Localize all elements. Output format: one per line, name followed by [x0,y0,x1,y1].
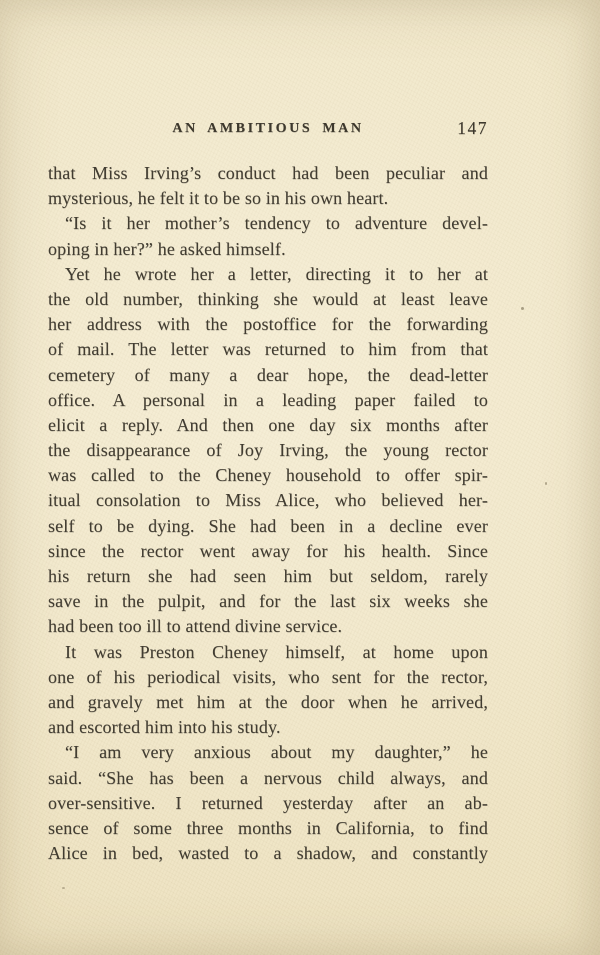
text-line: since the rector went away for his health. Since [48,540,488,561]
text-line: save in the pulpit, and for the last six weeks she [48,591,488,612]
running-title: AN AMBITIOUS MAN [172,121,364,136]
paper-speck [545,482,547,485]
text-line: of mail. The letter was returned to him from that [48,339,488,360]
text-line: one of his periodical visits, who sent for the rector, [48,666,488,687]
text-line: the old number, thinking she would at least leave [48,288,488,309]
text-line: the disappearance of Joy Irving, the young rector [48,440,488,461]
text-line: that Miss Irving’s conduct had been peculiar and [48,163,488,183]
text-line: was called to the Cheney household to offer spir- [48,465,488,486]
page-header [48,118,488,143]
text-line: It was Preston Cheney himself, at home upon [65,641,488,662]
text-line: over-sensitive. I returned yesterday after an ab- [48,792,488,813]
text-line: said. “She has been a nervous child always, and [48,767,488,788]
text-line: office. A personal in a leading paper failed to [48,389,488,410]
page-number: 147 [457,118,488,138]
text-line: his return she had seen him but seldom, rarely [48,566,488,586]
text-line: “Is it her mother’s tendency to adventure devel- [65,213,488,234]
text-line: mysterious, he felt it to be so in his own heart. [48,188,389,209]
text-line: and escorted him into his study. [48,717,281,738]
text-line: oping in her?” he asked himself. [48,238,286,259]
paper-speck [62,887,65,889]
text-line: sence of some three months in California, to find [48,817,488,838]
paper-speck [521,307,524,310]
text-line: cemetery of many a dear hope, the dead-letter [48,364,488,385]
body-text [48,161,488,866]
text-line: elicit a reply. And then one day six months after [48,414,488,435]
text-line: Yet he wrote her a letter, directing it to her at [65,263,488,284]
text-line: itual consolation to Miss Alice, who believed her- [48,490,488,511]
text-line: self to be dying. She had been in a decline ever [48,515,488,536]
text-line: “I am very anxious about my daughter,” he [65,742,488,763]
text-line: her address with the postoffice for the forwarding [48,314,488,335]
text-line: and gravely met him at the door when he arrived, [48,691,488,712]
text-line: Alice in bed, wasted to a shadow, and constantly [48,843,488,864]
text-line: had been too ill to attend divine service. [48,616,343,637]
